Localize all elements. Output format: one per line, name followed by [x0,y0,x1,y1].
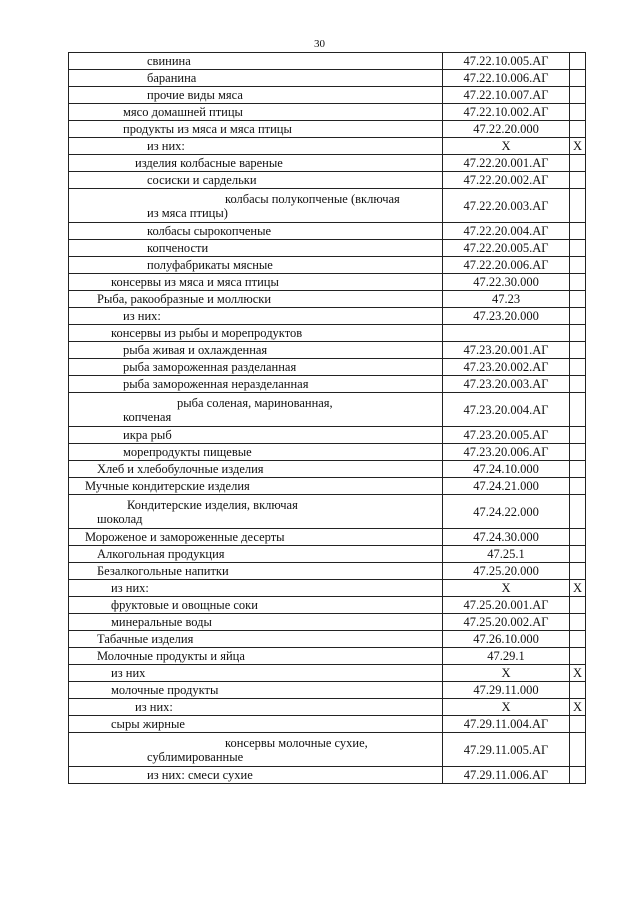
row-code: Х [443,665,570,682]
table-row [69,648,586,665]
row-name: из них: [135,700,173,714]
row-name-cell [69,53,443,70]
row-name: продукты из мяса и мяса птицы [123,122,292,136]
row-code: 47.29.11.000 [443,682,570,699]
table-row [69,597,586,614]
data-table [68,52,586,784]
table-row [69,87,586,104]
table-row [69,342,586,359]
row-code: 47.22.10.007.АГ [443,87,570,104]
row-code: 47.24.30.000 [443,529,570,546]
row-name: консервы из рыбы и морепродуктов [111,326,303,340]
row-name-cell [69,665,443,682]
row-name-cell [69,138,443,155]
row-mark [570,308,586,325]
table-row [69,308,586,325]
table-row [69,189,586,223]
row-code: 47.22.20.004.АГ [443,223,570,240]
table-row [69,393,586,427]
row-name: изделия колбасные вареные [135,156,283,170]
row-mark [570,682,586,699]
row-mark [570,427,586,444]
row-mark [570,546,586,563]
row-code: 47.23.20.004.АГ [443,393,570,427]
row-name: фруктовые и овощные соки [111,598,258,612]
row-mark [570,478,586,495]
row-mark [570,444,586,461]
row-code: 47.25.20.000 [443,563,570,580]
table-row [69,478,586,495]
row-name: сыры жирные [111,717,185,731]
row-name-cell [69,767,443,784]
row-code: 47.29.11.006.АГ [443,767,570,784]
row-name: молочные продукты [111,683,219,697]
row-mark [570,614,586,631]
row-name-continuation: сублимированные [147,749,244,764]
row-name: прочие виды мяса [147,88,243,102]
row-code: 47.22.20.001.АГ [443,155,570,172]
row-name: минеральные воды [111,615,212,629]
row-mark [570,529,586,546]
table-row [69,223,586,240]
row-name-continuation: из мяса птицы) [147,205,228,220]
row-name-cell [69,223,443,240]
row-mark [570,393,586,427]
table-row [69,614,586,631]
row-mark [570,240,586,257]
row-name: консервы из мяса и мяса птицы [111,275,279,289]
table-row [69,461,586,478]
row-name: копчености [147,241,209,255]
row-name: баранина [147,71,197,85]
row-name: колбасы сырокопченые [147,224,272,238]
row-name-cell [69,478,443,495]
table-row [69,359,586,376]
row-code: 47.25.20.002.АГ [443,614,570,631]
row-mark [570,733,586,767]
row-mark [570,325,586,342]
row-mark [570,359,586,376]
row-code [443,325,570,342]
row-mark [570,342,586,359]
row-name-cell [69,308,443,325]
row-name-continuation: шоколад [97,511,143,526]
row-name: Кондитерские изделия, включая [127,497,298,512]
row-code: 47.23.20.001.АГ [443,342,570,359]
row-name-cell [69,461,443,478]
row-code: Х [443,138,570,155]
row-name: Рыба, ракообразные и моллюски [97,292,272,306]
row-name-cell [69,393,443,427]
row-name: Хлеб и хлебобулочные изделия [97,462,264,476]
row-name-cell [69,716,443,733]
row-code: 47.23 [443,291,570,308]
row-code: 47.23.20.000 [443,308,570,325]
row-code: 47.23.20.002.АГ [443,359,570,376]
row-code: 47.29.11.004.АГ [443,716,570,733]
table-body [69,53,586,784]
table-row [69,376,586,393]
table-row [69,631,586,648]
page-number: 30 [314,38,325,50]
row-mark [570,189,586,223]
row-name-cell [69,563,443,580]
table-row [69,70,586,87]
table-row [69,155,586,172]
row-mark: Х [570,580,586,597]
row-code: 47.23.20.005.АГ [443,427,570,444]
row-name-cell [69,580,443,597]
row-mark [570,376,586,393]
row-name: из них: [111,581,149,595]
table-row [69,138,586,155]
row-mark [570,87,586,104]
row-mark [570,172,586,189]
table-row [69,716,586,733]
table-row [69,529,586,546]
row-mark [570,597,586,614]
table-row [69,546,586,563]
row-name: рыба соленая, маринованная, [177,395,333,410]
row-name: Безалкогольные напитки [97,564,229,578]
row-name: рыба замороженная неразделанная [123,377,309,391]
row-code: 47.24.22.000 [443,495,570,529]
row-code: Х [443,699,570,716]
row-name: рыба живая и охлажденная [123,343,268,357]
table-row [69,274,586,291]
row-name: Алкогольная продукция [97,547,225,561]
row-mark [570,53,586,70]
row-mark [570,563,586,580]
row-code: 47.29.11.005.АГ [443,733,570,767]
row-mark [570,70,586,87]
row-name-cell [69,427,443,444]
row-mark: Х [570,699,586,716]
row-name-cell [69,189,443,223]
row-code: 47.24.10.000 [443,461,570,478]
table-row [69,495,586,529]
row-name-cell [69,104,443,121]
table-row [69,699,586,716]
row-code: 47.22.20.000 [443,121,570,138]
table-row [69,291,586,308]
row-name-cell [69,733,443,767]
table-row [69,444,586,461]
row-mark [570,631,586,648]
table-row [69,257,586,274]
row-name: из них: [123,309,161,323]
row-name-cell [69,240,443,257]
table-row [69,325,586,342]
row-name-cell [69,274,443,291]
row-name-cell [69,546,443,563]
row-name: полуфабрикаты мясные [147,258,273,272]
row-mark [570,767,586,784]
table-row [69,733,586,767]
row-name: Мучные кондитерские изделия [85,479,250,493]
row-mark [570,648,586,665]
row-name: морепродукты пищевые [123,445,252,459]
row-code: 47.22.10.002.АГ [443,104,570,121]
row-name: мясо домашней птицы [123,105,243,119]
row-name-cell [69,257,443,274]
row-name: колбасы полукопченые (включая [225,191,400,206]
row-code: 47.26.10.000 [443,631,570,648]
row-name-cell [69,495,443,529]
row-code: 47.25.1 [443,546,570,563]
row-name-cell [69,70,443,87]
row-name-cell [69,325,443,342]
table-row [69,240,586,257]
row-code: 47.22.10.006.АГ [443,70,570,87]
row-name-cell [69,359,443,376]
table-row [69,767,586,784]
row-code: Х [443,580,570,597]
row-mark [570,223,586,240]
table-row [69,682,586,699]
row-name: из них: [147,139,185,153]
row-name-cell [69,172,443,189]
row-mark [570,274,586,291]
row-mark [570,104,586,121]
row-mark [570,257,586,274]
row-name: из них: смеси сухие [147,768,253,782]
row-name: Табачные изделия [97,632,194,646]
row-name-cell [69,155,443,172]
row-name-cell [69,342,443,359]
row-code: 47.22.20.002.АГ [443,172,570,189]
row-code: 47.24.21.000 [443,478,570,495]
row-mark [570,121,586,138]
row-name-cell [69,614,443,631]
table-row [69,53,586,70]
row-name: Молочные продукты и яйца [97,649,245,663]
row-mark [570,716,586,733]
table-row [69,563,586,580]
row-name: рыба замороженная разделанная [123,360,297,374]
row-code: 47.25.20.001.АГ [443,597,570,614]
table-row [69,427,586,444]
row-name: консервы молочные сухие, [225,735,368,750]
row-code: 47.22.20.005.АГ [443,240,570,257]
table-row [69,104,586,121]
row-name: свинина [147,54,191,68]
row-name-cell [69,529,443,546]
row-code: 47.29.1 [443,648,570,665]
row-name-cell [69,376,443,393]
row-name-cell [69,444,443,461]
row-name: икра рыб [123,428,172,442]
row-name-cell [69,597,443,614]
row-code: 47.22.10.005.АГ [443,53,570,70]
row-name: Мороженое и замороженные десерты [85,530,285,544]
row-name: сосиски и сардельки [147,173,257,187]
table-row [69,665,586,682]
row-name-cell [69,631,443,648]
table-row [69,172,586,189]
row-mark: Х [570,138,586,155]
row-mark [570,291,586,308]
row-code: 47.23.20.006.АГ [443,444,570,461]
row-name-cell [69,121,443,138]
row-mark [570,155,586,172]
row-code: 47.22.20.003.АГ [443,189,570,223]
row-name-cell [69,291,443,308]
row-code: 47.23.20.003.АГ [443,376,570,393]
row-mark [570,495,586,529]
row-name-cell [69,648,443,665]
row-mark [570,461,586,478]
row-name-cell [69,699,443,716]
row-name-continuation: копченая [123,409,172,424]
row-code: 47.22.20.006.АГ [443,257,570,274]
row-code: 47.22.30.000 [443,274,570,291]
table-row [69,121,586,138]
row-name-cell [69,682,443,699]
row-name-cell [69,87,443,104]
row-name: из них [111,666,146,680]
table-row [69,580,586,597]
row-mark: Х [570,665,586,682]
